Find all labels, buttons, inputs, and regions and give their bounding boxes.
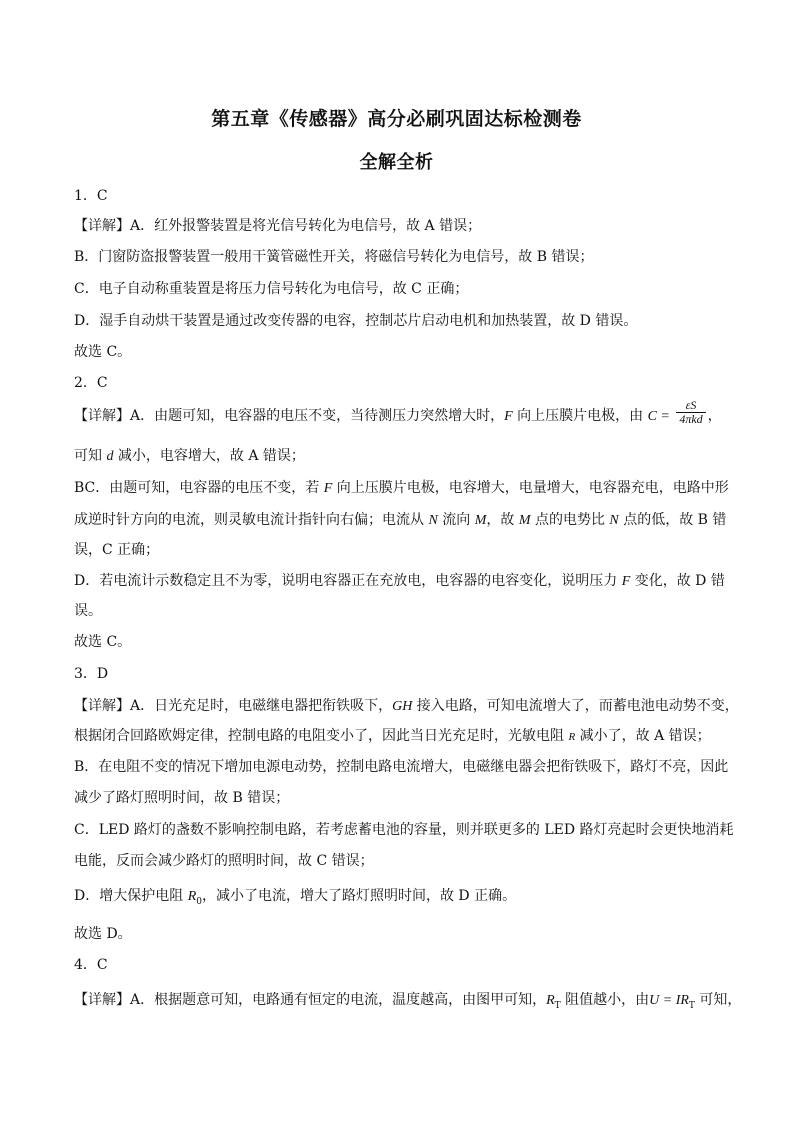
- q1-line-2: B．门窗防盗报警装置一般用干簧管磁性开关，将磁信号转化为电信号，故 B 错误；: [74, 249, 594, 265]
- q3-line-4: 减少了路灯照明时间，故 B 错误；: [74, 790, 290, 806]
- q1-answer-head: 1．C: [74, 188, 108, 204]
- fraction-numerator: εS: [676, 399, 705, 413]
- q3-line-2: 根据闭合回路欧姆定律，控制电路的电阻变小了，因此当日光充足时，光敏电阻 R 减小了，故 A 错误；: [74, 728, 711, 744]
- ohm-law-formula: U = IR: [649, 993, 689, 1008]
- q2-line-5: 误，C 正确；: [74, 542, 160, 558]
- document-subtitle: 全解全析: [359, 152, 434, 173]
- document-title: 第五章《传感器》高分必刷巩固达标检测卷: [211, 108, 582, 130]
- q1-line-1: 【详解】A．红外报警装置是将光信号转化为电信号，故 A 错误；: [74, 218, 482, 234]
- q2-line-3: BC．由题可知，电容器的电压不变，若 F 向上压膜片电极，电容增大，电量增大，电容器充电，电路中形: [74, 480, 729, 496]
- q2-conclusion: 故选 C。: [74, 634, 132, 650]
- q3-line-3: B．在电阻不变的情况下增加电源电动势，控制电路电流增大，电磁继电器会把衔铁吸下，路灯不亮，因此: [74, 759, 729, 775]
- q3-line-6: 电能，反而会减少路灯的照明时间，故 C 错误；: [74, 853, 374, 869]
- capacitance-formula-lhs: C =: [647, 409, 670, 424]
- q1-line-4: D．湿手自动烘干装置是通过改变传器的电容，控制芯片启动电机和加热装置，故 D 错误。: [74, 313, 638, 329]
- capacitance-fraction: [676, 399, 705, 426]
- q2-line-4: 成逆时针方向的电流，则灵敏电流计指针向右偏；电流从 N 流向 M，故 M 点的电势比 N 点的低，故 B 错: [74, 512, 727, 528]
- q4-answer-head: 4．C: [74, 957, 108, 973]
- fraction-denominator: 4πkd: [679, 411, 703, 426]
- q3-line-7: D．增大保护电阻 $R_0$，减小了电流，增大了路灯照明时间，故 D 正确。: [74, 888, 517, 907]
- q1-conclusion: 故选 C。: [74, 344, 132, 360]
- q3-conclusion: 故选 D。: [74, 926, 132, 942]
- var-F: F: [504, 409, 513, 424]
- q2-answer-head: 2．C: [74, 375, 108, 391]
- q4-line-1: 【详解】A．根据题意可知，电路通有恒定的电流，温度越高，由图甲可知，$R_T$ 阻值越小，由$U = IR_T$ 可知，: [74, 992, 742, 1011]
- q2-line-1: 【详解】A．由题可知，电容器的电压不变，当待测压力突然增大时，F 向上压膜片电极，由 C = $\frac{\varepsilon S}{\text{4πkd}}$ ，: [74, 397, 722, 426]
- q2-line-7: 误。: [74, 603, 102, 619]
- q2-line-2: 可知 d 减小，电容增大，故 A 错误；: [74, 448, 305, 464]
- q2-line-6: D．若电流计示数稳定且不为零，说明电容器正在充放电，电容器的电容变化，说明压力 F 变化，故 D 错: [74, 573, 725, 589]
- q1-line-3: C．电子自动称重装置是将压力信号转化为电信号，故 C 正确；: [74, 281, 469, 297]
- q3-answer-head: 3．D: [74, 666, 109, 682]
- q3-line-1: 【详解】A．日光充足时，电磁继电器把衔铁吸下，GH 接入电路，可知电流增大了，而蓄电池电动势不变，: [74, 698, 739, 714]
- q3-line-5: C．LED 路灯的盏数不影响控制电路，若考虑蓄电池的容量，则并联更多的 LED 路灯亮起时会更快地消耗: [74, 822, 734, 838]
